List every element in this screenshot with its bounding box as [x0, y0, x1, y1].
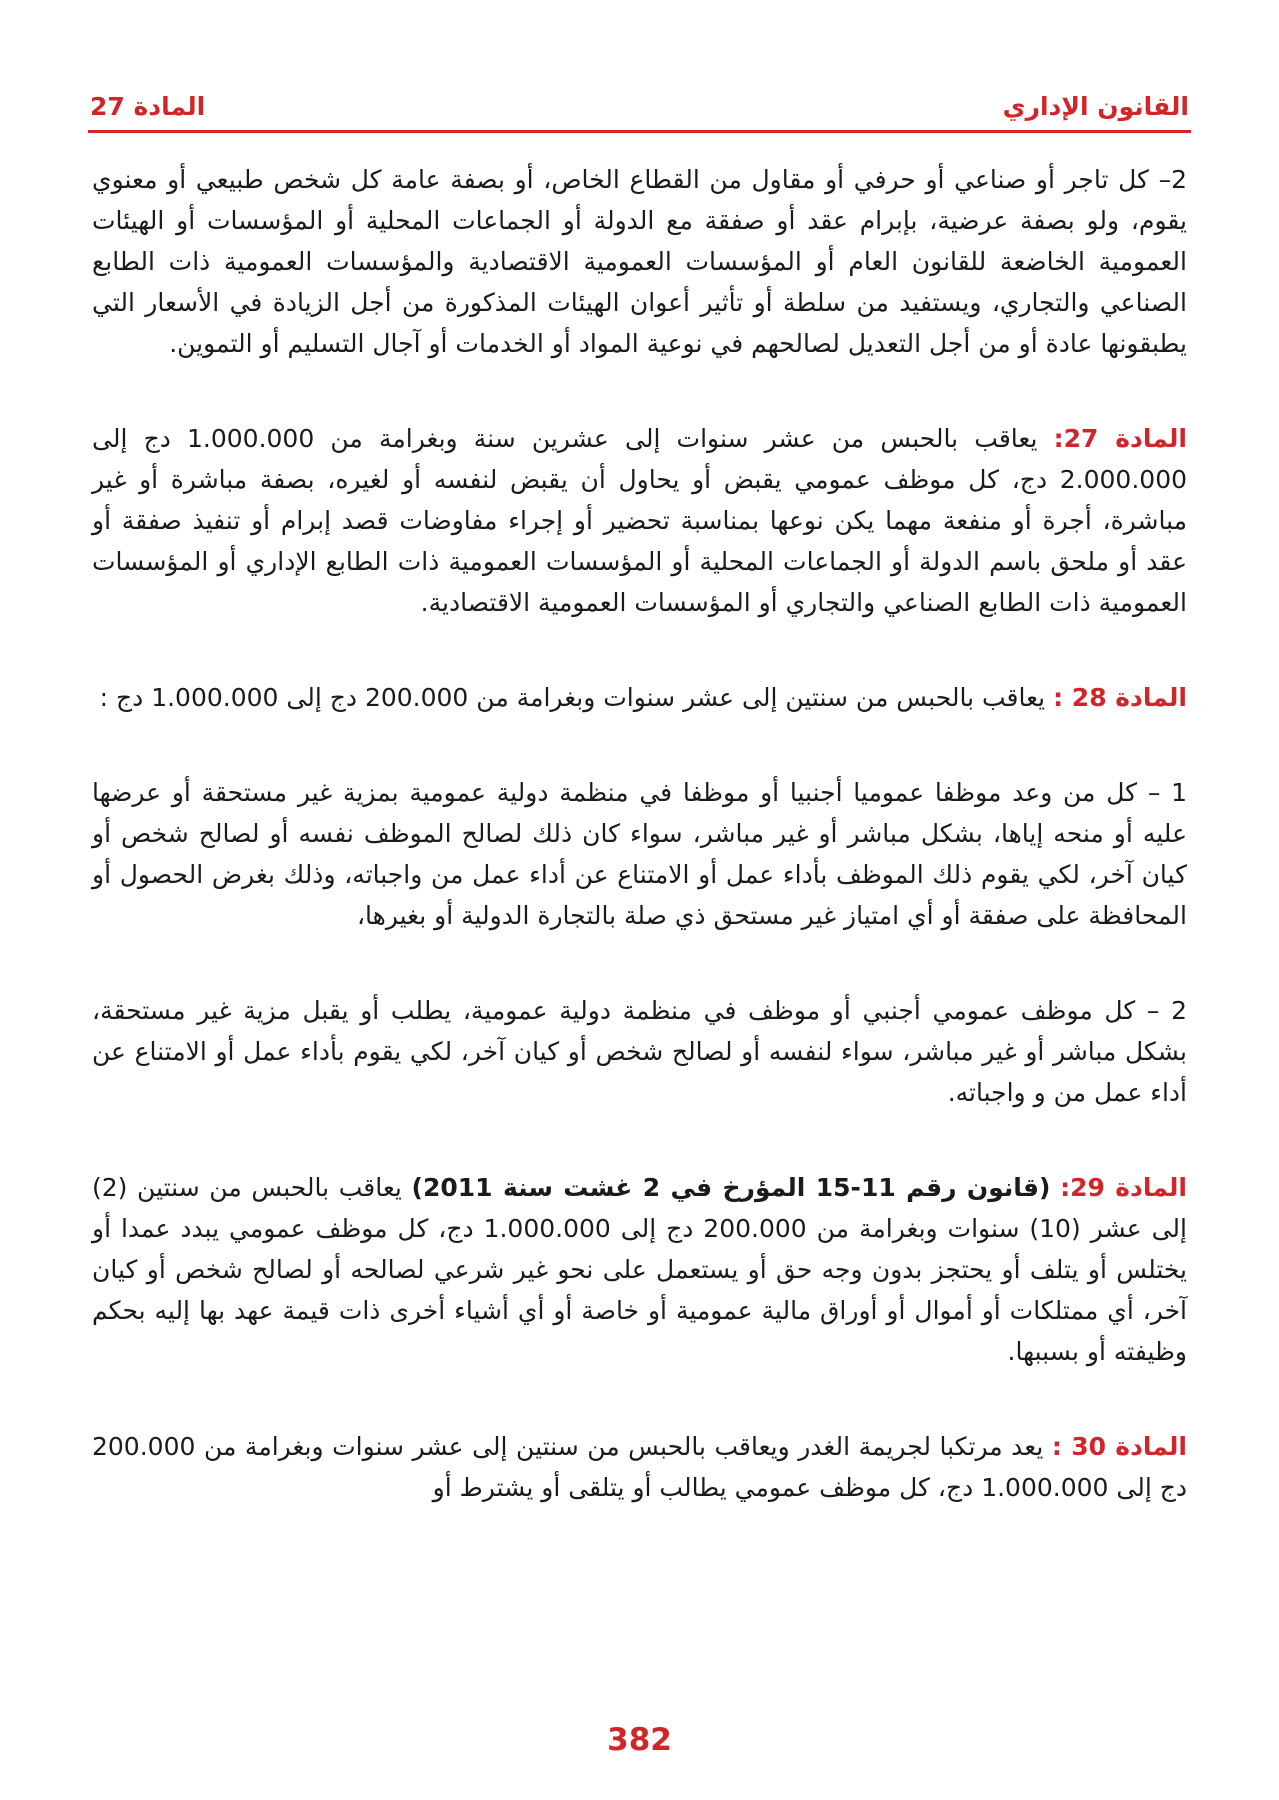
article-27-label: المادة 27:	[1053, 424, 1187, 453]
article-28-text: يعاقب بالحبس من سنتين إلى عشر سنوات وبغرامة من 200.000 دج إلى 1.000.000 دج :	[99, 683, 1046, 712]
article-30-label: المادة 30 :	[1051, 1432, 1187, 1461]
article-30-paragraph	[92, 1426, 1187, 1508]
paragraph-intro-item-2	[92, 159, 1187, 364]
article-29-label: المادة 29:	[1060, 1173, 1187, 1202]
article-28-item-2	[92, 990, 1187, 1113]
page-content	[0, 159, 1279, 1508]
article-28-item-1	[92, 772, 1187, 936]
article-29-amendment-note: (قانون رقم 11-15 المؤرخ في 2 غشت سنة 2011)	[411, 1173, 1051, 1202]
article-28-paragraph	[92, 677, 1187, 718]
header-section-title: القانون الإداري	[1002, 92, 1189, 121]
article-28-label: المادة 28 :	[1053, 683, 1187, 712]
header-rule	[88, 130, 1191, 133]
article-27-text: يعاقب بالحبس من عشر سنوات إلى عشرين سنة وبغرامة من 1.000.000 دج إلى 2.000.000 دج، كل موظف عمومي يقبض أو يحاول أن يقبض لنفسه أو لغيره، بصفة مباشرة أو غير مباشرة، أجرة أو منفعة مهما يكن نوعها بمناسبة تحضير أو إجراء مفاوضات قصد إبرام أو تنفيذ صفقة أو عقد أو ملحق باسم الدولة أو الجماعات المحلية أو المؤسسات العمومية ذات الطابع الإداري أو المؤسسات العمومية ذات الطابع الصناعي والتجاري أو المؤسسات العمومية الاقتصادية.	[92, 424, 1187, 617]
article-29-paragraph	[92, 1167, 1187, 1372]
header-article-ref: المادة 27	[90, 92, 206, 121]
article-30-text: يعد مرتكبا لجريمة الغدر ويعاقب بالحبس من سنتين إلى عشر سنوات وبغرامة من 200.000 دج إلى 1.000.000 دج، كل موظف عمومي يطالب أو يتلقى أو يشترط أو	[92, 1432, 1187, 1502]
paragraph-intro-item-2-text: 2– كل تاجر أو صناعي أو حرفي أو مقاول من القطاع الخاص، أو بصفة عامة كل شخص طبيعي أو معنوي يقوم، ولو بصفة عرضية، بإبرام عقد أو صفقة مع الدولة أو الجماعات المحلية أو المؤسسات أو الهيئات العمومية الخاضعة للقانون العام أو المؤسسات العمومية الاقتصادية والمؤسسات العمومية ذات الطابع الصناعي والتجاري، ويستفيد من سلطة أو تأثير أعوان الهيئات المذكورة من أجل الزيادة في الأسعار التي يطبقونها عادة أو من أجل التعديل لصالحهم في نوعية المواد أو الخدمات أو آجال التسليم أو التموين.	[92, 165, 1187, 358]
article-28-item-2-text: 2 – كل موظف عمومي أجنبي أو موظف في منظمة دولية عمومية، يطلب أو يقبل مزية غير مستحقة، بشكل مباشر أو غير مباشر، سواء لنفسه أو لصالح شخص أو كيان آخر، لكي يقوم بأداء عمل أو الامتناع عن أداء عمل من و واجباته.	[92, 996, 1187, 1107]
page-footer	[0, 1722, 1279, 1758]
page-header	[0, 0, 1279, 121]
page-number: 382	[607, 1722, 672, 1758]
article-28-item-1-text: 1 – كل من وعد موظفا عموميا أجنبيا أو موظفا في منظمة دولية عمومية بمزية غير مستحقة أو عرضها عليه أو منحه إياها، بشكل مباشر أو غير مباشر، سواء كان ذلك لصالح الموظف نفسه أو لصالح شخص أو كيان آخر، لكي يقوم ذلك الموظف بأداء عمل أو الامتناع عن أداء عمل من واجباته، وذلك بغرض الحصول أو المحافظة على صفقة أو أي امتياز غير مستحق ذي صلة بالتجارة الدولية أو بغيرها،	[92, 778, 1187, 930]
article-29-text: يعاقب بالحبس من سنتين (2) إلى عشر (10) سنوات وبغرامة من 200.000 دج إلى 1.000.000 دج، كل موظف عمومي يبدد عمدا أو يختلس أو يتلف أو يحتجز بدون وجه حق أو يستعمل على نحو غير شرعي لصالحه أو لصالح شخص أو كيان آخر، أي ممتلكات أو أموال أو أوراق مالية عمومية أو خاصة أو أي أشياء أخرى ذات قيمة عهد بها إليه بحكم وظيفته أو بسببها.	[92, 1173, 1187, 1366]
article-27-paragraph	[92, 418, 1187, 623]
